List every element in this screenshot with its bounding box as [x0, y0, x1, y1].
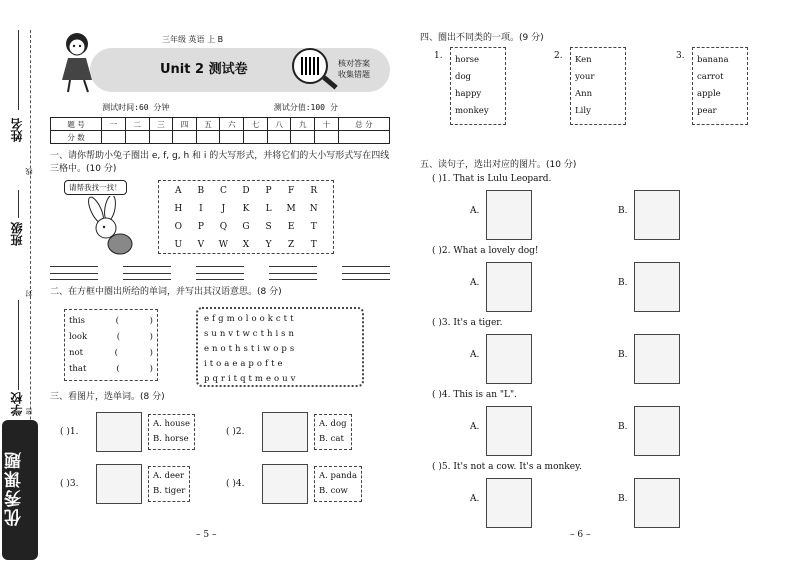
letter-grid: A B C D P F R H I J K L M N O P Q G S E T U V W X Y Z T — [158, 180, 334, 254]
line-mark: 线 — [25, 168, 33, 175]
question-1: 一、请你帮助小兔子圈出 e, f, g, h 和 i 的大写形式，并将它们的大小写形式写在四线三格中。(10 分) — [50, 151, 390, 174]
girl-mascot-icon — [54, 30, 100, 94]
score-input-cell[interactable] — [267, 131, 291, 144]
score-header-cell: 九 — [291, 118, 315, 131]
score-input-cell[interactable] — [244, 131, 268, 144]
left-page — [50, 28, 390, 528]
name-label: 姓名 — [10, 118, 24, 142]
score-header-cell: 六 — [220, 118, 244, 131]
panda-picture-icon — [262, 464, 308, 504]
test-info — [50, 102, 390, 113]
binding-margin — [0, 0, 46, 566]
monkey-picture-icon[interactable] — [634, 478, 680, 528]
seal-mark: 封 — [25, 290, 33, 297]
name-line — [18, 30, 19, 110]
score-input-cell[interactable] — [102, 131, 126, 144]
school-label: 学校 — [10, 392, 24, 416]
question-5: 五、读句子，选出对应的图片。(10 分) — [420, 160, 577, 170]
score-header-cell: 总 分 — [338, 118, 389, 131]
page-title: Unit 2 测试卷 — [160, 62, 248, 77]
tiger-picture-icon[interactable] — [634, 190, 680, 240]
score-input-cell[interactable] — [149, 131, 173, 144]
score-header-cell: 一 — [102, 118, 126, 131]
score-input-cell[interactable] — [291, 131, 315, 144]
page-number-right: – 6 – — [570, 530, 591, 540]
brand-logo: 优秀课题 — [2, 420, 38, 560]
leopard-picture-icon[interactable] — [486, 190, 532, 240]
score-input-cell[interactable] — [338, 131, 389, 144]
score-header-cell: 十 — [315, 118, 339, 131]
score-header-cell: 五 — [196, 118, 220, 131]
child-picture-icon[interactable] — [634, 334, 680, 384]
question-3-area — [50, 408, 390, 528]
picture-item: ( )2. A. dog B. cat — [226, 412, 352, 452]
letter-picture-icon[interactable] — [634, 406, 680, 456]
cat-picture-icon — [262, 412, 308, 452]
list-item: this ( ) — [69, 316, 153, 326]
score-input-cell[interactable] — [173, 131, 197, 144]
cat-picture-icon[interactable] — [486, 262, 532, 312]
picture-item: ( )4. A. panda B. cow — [226, 464, 362, 504]
letter-l-picture-icon[interactable] — [486, 406, 532, 456]
test-score: 测试分值:100 分 — [273, 103, 338, 112]
class-line — [18, 190, 19, 218]
tiger-picture-icon — [96, 464, 142, 504]
horse-picture-icon — [96, 412, 142, 452]
list-item: look ( ) — [69, 332, 153, 342]
list-item: not ( ) — [69, 348, 153, 358]
question-3: 三、看图片，选单词。(8 分) — [50, 392, 165, 402]
right-page — [420, 30, 780, 534]
header-banner — [50, 28, 390, 98]
question-2: 二、在方框中圈出所给的单词，并写出其汉语意思。(8 分) — [50, 287, 282, 297]
word-search-puzzle[interactable]: efgmolookctt sunvtwcthisn enothstiwops itoaeapofte pqritqtmeouv — [196, 307, 364, 387]
picture-item: ( )1. A. house B. horse — [60, 412, 195, 452]
list-item: ( )3. It's a tiger. A. B. — [420, 318, 780, 390]
grade-info: 三年级 英语 上 B — [162, 35, 224, 44]
score-header-cell: 八 — [267, 118, 291, 131]
word-list — [64, 309, 158, 381]
score-row-label: 分 数 — [51, 131, 102, 144]
qr-caption: 核对答案 收集错题 — [338, 59, 370, 79]
question-4-area: 1. horse dog happy monkey 2. Ken your Ann Lily 3. banana carrot apple pear — [420, 47, 780, 147]
school-line — [18, 300, 19, 390]
page-number-left: – 5 – — [196, 530, 217, 540]
list-item: ( )5. It's not a cow. It's a monkey. A. B. — [420, 462, 780, 534]
speech-bubble: 请帮我找一找！ — [64, 180, 127, 195]
score-header-cell: 四 — [173, 118, 197, 131]
score-header-cell: 三 — [149, 118, 173, 131]
cow-picture-icon[interactable] — [486, 478, 532, 528]
child-picture-icon[interactable] — [486, 334, 532, 384]
score-header-cell: 二 — [125, 118, 149, 131]
question-2-area — [50, 305, 390, 385]
secret-mark: 密 — [25, 408, 33, 415]
class-label: 班级 — [10, 222, 24, 246]
score-header-cell: 题 号 — [51, 118, 102, 131]
list-item: ( )2. What a lovely dog! A. B. — [420, 246, 780, 318]
list-item: ( )1. That is Lulu Leopard. A. B. — [420, 174, 780, 246]
list-item: ( )4. This is an "L". A. B. — [420, 390, 780, 462]
score-table — [50, 117, 390, 144]
list-item: that ( ) — [69, 364, 153, 374]
test-time: 测试时间:60 分钟 — [102, 103, 170, 112]
dog-picture-icon[interactable] — [634, 262, 680, 312]
writing-lines[interactable] — [50, 266, 390, 280]
question-5-area — [420, 174, 780, 534]
score-input-cell[interactable] — [315, 131, 339, 144]
score-header-cell: 七 — [244, 118, 268, 131]
score-input-cell[interactable] — [196, 131, 220, 144]
question-1-area — [50, 180, 390, 258]
question-4: 四、圈出不同类的一项。(9 分) — [420, 33, 544, 43]
rabbit-icon — [74, 196, 144, 256]
score-input-cell[interactable] — [125, 131, 149, 144]
picture-item: ( )3. A. deer B. tiger — [60, 464, 190, 504]
score-input-cell[interactable] — [220, 131, 244, 144]
